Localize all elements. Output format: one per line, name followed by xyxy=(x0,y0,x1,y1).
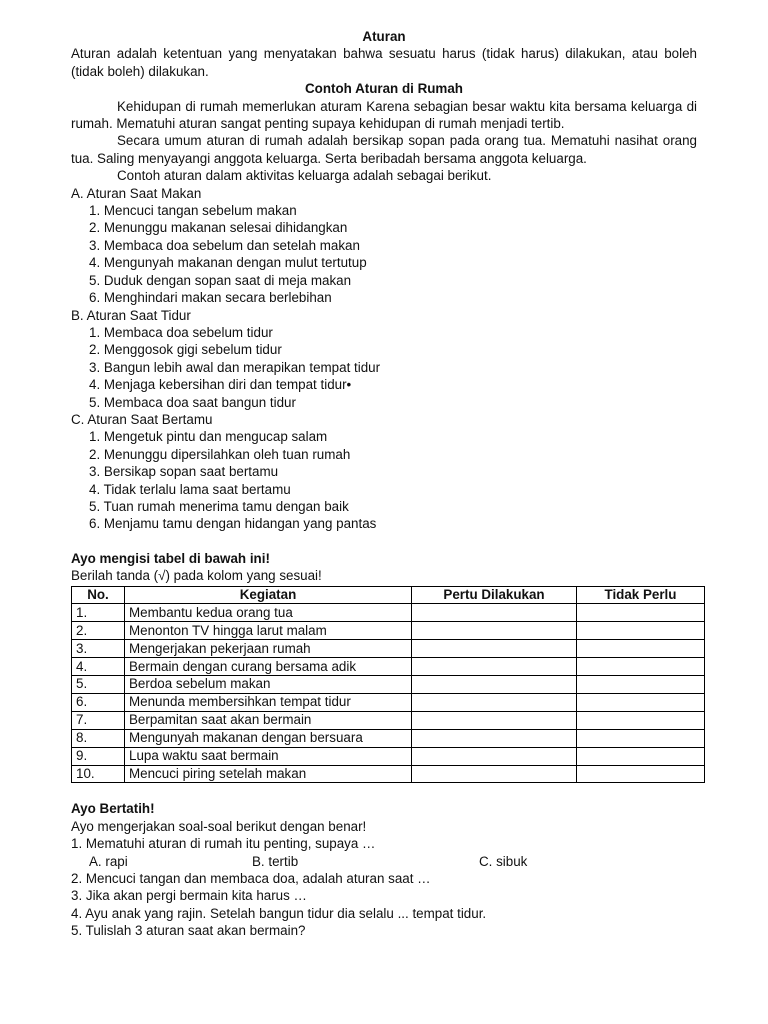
rule-list xyxy=(71,324,697,411)
list-item: 5. Membaca doa saat bangun tidur xyxy=(89,394,296,410)
column-header-kegiatan: Kegiatan xyxy=(125,586,412,604)
list-item: 1. Mencuci tangan sebelum makan xyxy=(89,203,297,219)
section-heading: B. Aturan Saat Tidur xyxy=(71,307,191,323)
check-cell-tidak-perlu[interactable] xyxy=(577,640,705,658)
check-cell-tidak-perlu[interactable] xyxy=(577,693,705,711)
paragraph-1: Kehidupan di rumah memerlukan aturam Karena sebagian besar waktu kita bersama keluarga di rumah. Mematuhi aturan sangat penting supaya kehidupan di rumah menjadi tertib. xyxy=(71,98,697,132)
check-cell-tidak-perlu[interactable] xyxy=(577,676,705,694)
row-number: 10. xyxy=(72,765,125,783)
check-cell-tidak-perlu[interactable] xyxy=(577,622,705,640)
list-item: 5. Duduk dengan sopan saat di meja makan xyxy=(89,272,352,288)
check-cell-perlu[interactable] xyxy=(412,747,577,765)
list-item: 6. Menghindari makan secara berlebihan xyxy=(89,290,332,306)
table-row xyxy=(72,747,705,765)
section-bertamu xyxy=(71,411,697,533)
list-item: 1. Membaca doa sebelum tidur xyxy=(89,324,273,340)
column-header-perlu: Pertu Dilakukan xyxy=(412,586,577,604)
check-cell-tidak-perlu[interactable] xyxy=(577,765,705,783)
row-number: 4. xyxy=(72,658,125,676)
row-number: 3. xyxy=(72,640,125,658)
question-1-options xyxy=(71,853,697,870)
row-number: 1. xyxy=(72,604,125,622)
row-activity: Lupa waktu saat bermain xyxy=(125,747,412,765)
list-item: 6. Menjamu tamu dengan hidangan yang pantas xyxy=(89,516,377,532)
question-3: 3. Jika akan pergi bermain kita harus … xyxy=(71,888,307,904)
check-cell-perlu[interactable] xyxy=(412,658,577,676)
question-1: 1. Mematuhi aturan di rumah itu penting, supaya … xyxy=(71,836,376,852)
row-activity: Menonton TV hingga larut malam xyxy=(125,622,412,640)
table-row xyxy=(72,693,705,711)
option-a[interactable]: A. rapi xyxy=(89,853,128,869)
section-heading: A. Aturan Saat Makan xyxy=(71,185,202,201)
check-cell-tidak-perlu[interactable] xyxy=(577,747,705,765)
document-page xyxy=(71,28,697,940)
rule-list xyxy=(71,428,697,532)
check-cell-perlu[interactable] xyxy=(412,622,577,640)
question-5: 5. Tulislah 3 aturan saat akan bermain? xyxy=(71,923,306,939)
list-item: 4. Menjaga kebersihan diri dan tempat tidur• xyxy=(89,377,352,393)
question-4: 4. Ayu anak yang rajin. Setelah bangun tidur dia selalu ... tempat tidur. xyxy=(71,905,487,921)
exercise-heading: Ayo mengisi tabel di bawah ini! xyxy=(71,550,270,566)
list-item: 2. Menggosok gigi sebelum tidur xyxy=(89,342,282,358)
check-cell-perlu[interactable] xyxy=(412,711,577,729)
check-cell-perlu[interactable] xyxy=(412,604,577,622)
section-makan xyxy=(71,185,697,307)
column-header-tidak-perlu: Tidak Perlu xyxy=(577,586,705,604)
row-number: 6. xyxy=(72,693,125,711)
paragraph-3: Contoh aturan dalam aktivitas keluarga adalah sebagai berikut. xyxy=(117,168,492,184)
row-number: 7. xyxy=(72,711,125,729)
row-number: 5. xyxy=(72,676,125,694)
check-cell-perlu[interactable] xyxy=(412,640,577,658)
practice-heading: Ayo Bertatih! xyxy=(71,801,155,817)
table-header-row xyxy=(72,586,705,604)
rule-list xyxy=(71,202,697,306)
check-cell-tidak-perlu[interactable] xyxy=(577,604,705,622)
section-heading: C. Aturan Saat Bertamu xyxy=(71,411,213,427)
check-cell-tidak-perlu[interactable] xyxy=(577,729,705,747)
list-item: 5. Tuan rumah menerima tamu dengan baik xyxy=(89,498,349,514)
paragraph-2: Secara umum aturan di rumah adalah bersikap sopan pada orang tua. Mematuhi nasihat orang tua. Saling menyayangi anggota keluarga. Serta beribadah bersama anggota keluarga. xyxy=(71,133,697,166)
option-c[interactable]: C. sibuk xyxy=(479,853,528,869)
row-activity: Mengerjakan pekerjaan rumah xyxy=(125,640,412,658)
row-activity: Mengunyah makanan dengan bersuara xyxy=(125,729,412,747)
check-cell-tidak-perlu[interactable] xyxy=(577,711,705,729)
list-item: 3. Bersikap sopan saat bertamu xyxy=(89,464,279,480)
row-activity: Mencuci piring setelah makan xyxy=(125,765,412,783)
list-item: 1. Mengetuk pintu dan mengucap salam xyxy=(89,429,328,445)
list-item: 2. Menunggu dipersilahkan oleh tuan rumah xyxy=(89,446,351,462)
table-row xyxy=(72,658,705,676)
check-cell-perlu[interactable] xyxy=(412,693,577,711)
row-activity: Bermain dengan curang bersama adik xyxy=(125,658,412,676)
row-activity: Menunda membersihkan tempat tidur xyxy=(125,693,412,711)
row-number: 8. xyxy=(72,729,125,747)
page-title: Aturan xyxy=(362,29,406,44)
table-row xyxy=(72,622,705,640)
list-item: 4. Mengunyah makanan dengan mulut tertutup xyxy=(89,255,367,271)
table-row xyxy=(72,640,705,658)
row-number: 2. xyxy=(72,622,125,640)
definition-text: Aturan adalah ketentuan yang menyatakan bahwa sesuatu harus (tidak harus) dilakukan, atau boleh (tidak boleh) dilakukan. xyxy=(71,46,697,79)
row-activity: Berpamitan saat akan bermain xyxy=(125,711,412,729)
check-cell-perlu[interactable] xyxy=(412,729,577,747)
check-cell-tidak-perlu[interactable] xyxy=(577,658,705,676)
activity-table xyxy=(71,586,705,784)
row-number: 9. xyxy=(72,747,125,765)
row-activity: Berdoa sebelum makan xyxy=(125,676,412,694)
table-row xyxy=(72,604,705,622)
table-row xyxy=(72,729,705,747)
practice-instruction: Ayo mengerjakan soal-soal berikut dengan benar! xyxy=(71,818,367,834)
list-item: 2. Menunggu makanan selesai dihidangkan xyxy=(89,220,348,236)
section-tidur xyxy=(71,307,697,411)
column-header-no: No. xyxy=(72,586,125,604)
subtitle: Contoh Aturan di Rumah xyxy=(305,81,463,97)
option-b[interactable]: B. tertib xyxy=(252,853,299,869)
exercise-instruction: Berilah tanda (√) pada kolom yang sesuai! xyxy=(71,568,322,584)
list-item: 3. Bangun lebih awal dan merapikan tempat tidur xyxy=(89,359,381,375)
check-cell-perlu[interactable] xyxy=(412,676,577,694)
list-item: 3. Membaca doa sebelum dan setelah makan xyxy=(89,237,360,253)
table-row xyxy=(72,765,705,783)
row-activity: Membantu kedua orang tua xyxy=(125,604,412,622)
list-item: 4. Tidak terlalu lama saat bertamu xyxy=(89,481,291,497)
table-row xyxy=(72,676,705,694)
table-row xyxy=(72,711,705,729)
question-2: 2. Mencuci tangan dan membaca doa, adalah aturan saat … xyxy=(71,871,431,887)
check-cell-perlu[interactable] xyxy=(412,765,577,783)
